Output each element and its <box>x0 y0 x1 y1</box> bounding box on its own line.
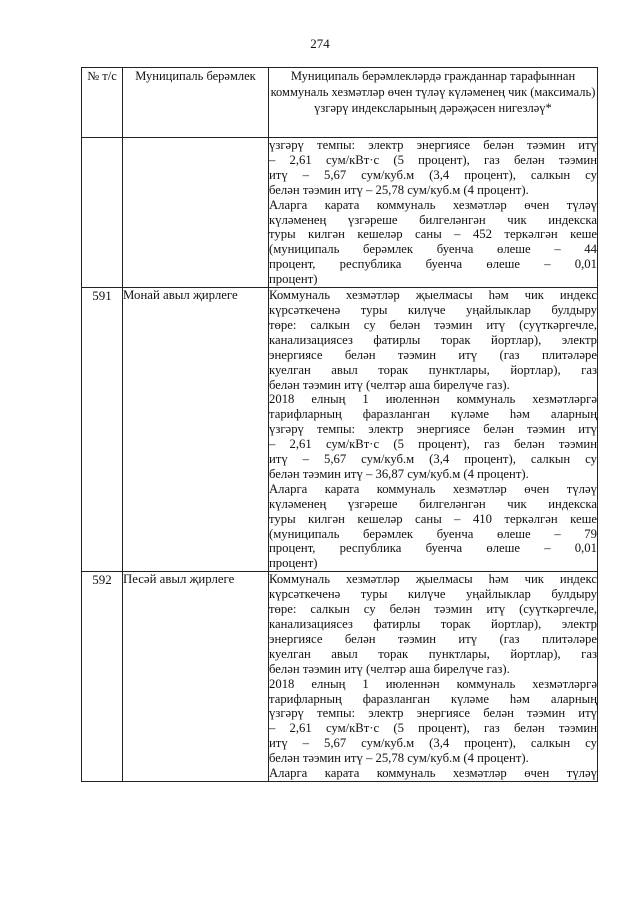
continuation-text-line: (муниципаль берәмлек буенча өлеше – 44 <box>269 242 597 257</box>
basis-text-line: 2018 елның 1 июленнән коммуналь хезмәтләргә <box>269 676 597 691</box>
continuation-text-line: итү – 5,67 сум/куб.м (3,4 процент), салкын су <box>269 167 597 182</box>
continuation-text-cell <box>269 138 598 288</box>
header-municipality: Муниципаль берәмлек <box>123 68 269 138</box>
basis-text-cell <box>269 288 598 572</box>
basis-text-line: күләменең үзгәреше билгеләнгән чик индекска <box>269 496 597 511</box>
basis-text-line: процент, республика буенча өлеше – 0,01 <box>269 541 597 556</box>
basis-text-line: тарифларның фаразланган күләме һәм аларның <box>269 407 597 422</box>
basis-text-line: белән тәэмин итү (челтәр аша бирелүче газ). <box>269 377 510 392</box>
basis-text-line: Коммуналь хезмәтләр җыелмасы һәм чик индекс <box>269 288 597 303</box>
basis-text-line: – 2,61 сум/кВт·с (5 процент), газ белән тәэмин <box>269 437 597 452</box>
basis-text-line: канализациясез фатирлы торак йортлар), электр <box>269 332 597 347</box>
basis-text-line: Аларга карата коммуналь хезмәтләр өчен түләү <box>269 766 597 781</box>
page-number: 274 <box>310 36 330 51</box>
basis-text-line: белән тәэмин итү – 36,87 сум/куб.м (4 процент). <box>269 466 529 481</box>
continuation-text-line: туры килгән кешеләр саны – 452 теркәлгән кеше <box>269 227 597 242</box>
continuation-row <box>82 138 598 288</box>
basis-text-line: канализациясез фатирлы торак йортлар), электр <box>269 617 597 631</box>
table-row <box>82 572 598 782</box>
basis-text-line: күрсәткеченә туры килүче уңайлыклар булдыру <box>269 587 597 602</box>
basis-text-cell <box>269 572 598 782</box>
basis-text-line: – 2,61 сум/кВт·с (5 процент), газ белән тәэмин <box>269 721 597 736</box>
basis-text-line: Коммуналь хезмәтләр җыелмасы һәм чик индекс <box>269 572 597 587</box>
continuation-name-cell <box>123 138 269 288</box>
basis-text-line: итү – 5,67 сум/куб.м (3,4 процент), салкын су <box>269 736 597 751</box>
basis-text-line: үзгәрү темпы: электр энергиясе белән тәэмин итү <box>269 422 597 437</box>
basis-text-line: куелган авыл торак пунктлары, йортлар), газ <box>269 362 597 377</box>
continuation-text-line: процент) <box>269 272 318 287</box>
basis-text-line: белән тәэмин итү – 25,78 сум/куб.м (4 процент). <box>269 751 529 766</box>
basis-text-line: итү – 5,67 сум/куб.м (3,4 процент), салкын су <box>269 452 597 467</box>
table-header-row <box>82 68 598 138</box>
basis-text-line: Аларга карата коммуналь хезмәтләр өчен түләү <box>269 481 597 496</box>
continuation-text-line: күләменең үзгәреше билгеләнгән чик индекска <box>269 212 597 227</box>
basis-text-line: куелган авыл торак пунктлары, йортлар), газ <box>269 646 597 661</box>
continuation-text-line: процент, республика буенча өлеше – 0,01 <box>269 257 597 272</box>
tariff-index-table <box>81 67 598 782</box>
basis-text-line: энергиясе белән тәэмин итү (газ плитәләре <box>269 631 597 646</box>
basis-text-line: 2018 елның 1 июленнән коммуналь хезмәтләргә <box>269 392 597 407</box>
basis-text-line: төре: салкын су белән тәэмин итү (суүткәргечле, <box>269 317 597 332</box>
municipality-name: Песәй авыл җирлеге <box>123 572 269 782</box>
table-row <box>82 288 598 572</box>
basis-text-line: процент) <box>269 556 318 571</box>
basis-text-line: (муниципаль берәмлек буенча өлеше – 79 <box>269 526 597 541</box>
municipality-name: Монай авыл җирлеге <box>123 288 269 572</box>
continuation-num-cell <box>82 138 123 288</box>
row-number: 591 <box>82 288 123 572</box>
continuation-text-line: үзгәрү темпы: электр энергиясе белән тәэмин итү <box>269 138 597 152</box>
basis-text-line: күрсәткеченә туры килүче уңайлыклар булдыру <box>269 302 597 317</box>
continuation-text-line: – 2,61 сум/кВт·с (5 процент), газ белән тәэмин <box>269 152 597 167</box>
header-num: № т/с <box>82 68 123 138</box>
header-basis: Муниципаль берәмлекләрдә гражданнар тарафыннан коммуналь хезмәтләр өчен түләү күләменең чик (максималь) үзгәрү индексларының дәрәҗәсен нигезләү* <box>269 68 598 138</box>
basis-text-line: белән тәэмин итү (челтәр аша бирелүче газ). <box>269 661 510 676</box>
continuation-text-line: Аларга карата коммуналь хезмәтләр өчен түләү <box>269 197 597 212</box>
row-number: 592 <box>82 572 123 782</box>
basis-text-line: энергиясе белән тәэмин итү (газ плитәләре <box>269 347 597 362</box>
basis-text-line: төре: салкын су белән тәэмин итү (суүткәргечле, <box>269 602 597 617</box>
basis-text-line: үзгәрү темпы: электр энергиясе белән тәэмин итү <box>269 706 597 721</box>
basis-text-line: тарифларның фаразланган күләме һәм аларның <box>269 691 597 706</box>
continuation-text-line: белән тәэмин итү – 25,78 сум/куб.м (4 процент). <box>269 182 529 197</box>
basis-text-line: туры килгән кешеләр саны – 410 теркәлгән кеше <box>269 511 597 526</box>
